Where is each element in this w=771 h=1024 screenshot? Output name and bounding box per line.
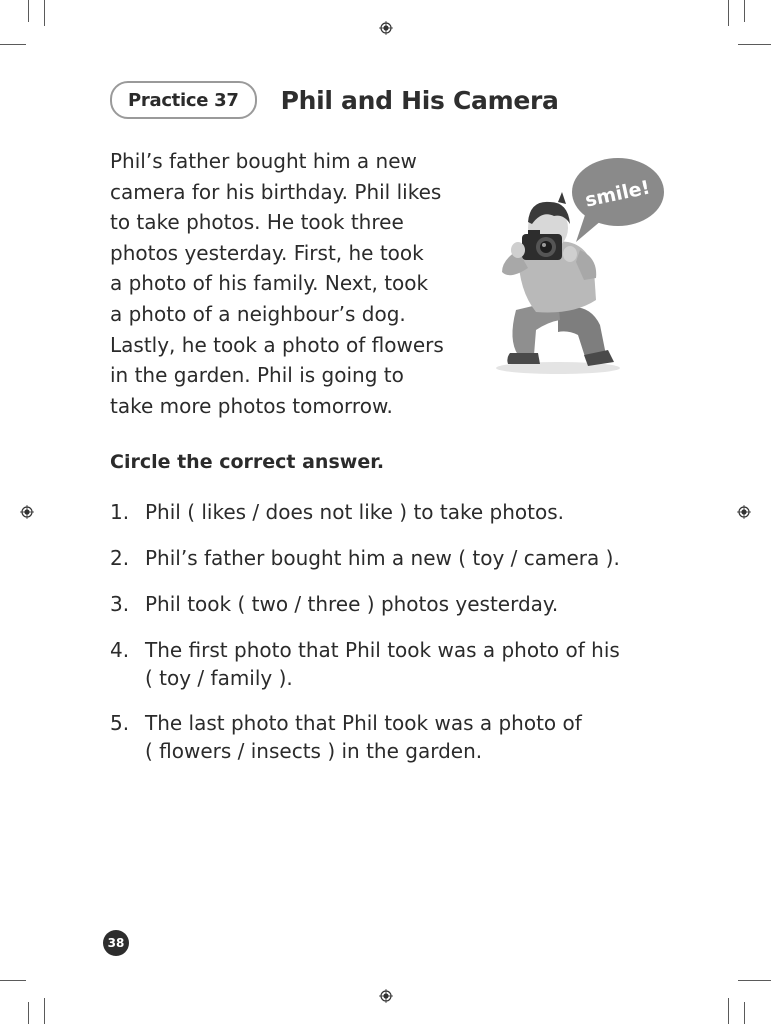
question-text-continued: ( toy / family ). — [145, 666, 293, 690]
boy-with-camera-illustration — [488, 150, 668, 384]
question-number: 4. — [110, 638, 130, 662]
question-text: The first photo that Phil took was a photo of his — [145, 638, 620, 662]
crop-mark-bottom-left-v — [44, 998, 45, 1024]
question-number: 1. — [110, 500, 130, 524]
question-number: 5. — [110, 711, 130, 735]
crop-mark-top-left-v — [44, 0, 45, 26]
story-line: take more photos tomorrow. — [110, 393, 393, 418]
question-item — [110, 498, 564, 526]
question-number: 2. — [110, 546, 130, 570]
story-line: Phil’s father bought him a new — [110, 149, 417, 173]
crop-mark-top-right-v2 — [744, 0, 745, 22]
story-line: to take photos. He took three — [110, 210, 404, 235]
story-line: in the garden. Phil is going to — [110, 363, 404, 388]
page-title: Phil and His Camera — [280, 85, 559, 115]
question-item — [110, 590, 558, 618]
story-line: photos yesterday. First, he took — [110, 240, 424, 265]
crop-mark-bottom-right-h — [738, 980, 771, 981]
crop-mark-top-right-h — [738, 44, 771, 45]
question-item — [110, 544, 620, 572]
crop-mark-bottom-right-v2 — [744, 1002, 745, 1024]
question-item — [110, 709, 582, 765]
question-text: The last photo that Phil took was a photo of — [145, 711, 582, 735]
speech-bubble-text: smile! — [583, 176, 652, 212]
question-item — [110, 636, 620, 692]
story-line: camera for his birthday. Phil likes — [110, 179, 442, 204]
story-line: a photo of a neighbour’s dog. — [110, 301, 406, 326]
instruction-heading: Circle the correct answer. — [110, 451, 385, 473]
question-text: Phil ( likes / does not like ) to take photos. — [145, 500, 564, 524]
crop-mark-top-left-v2 — [28, 0, 29, 22]
practice-badge: Practice 37 — [110, 81, 257, 119]
registration-mark-icon — [737, 505, 751, 519]
crop-mark-bottom-left-v2 — [28, 1002, 29, 1024]
crop-mark-bottom-right-v — [728, 998, 729, 1024]
practice-header — [110, 81, 559, 119]
question-text: Phil took ( two / three ) photos yesterday. — [145, 592, 559, 616]
registration-mark-icon — [379, 989, 393, 1003]
registration-mark-icon — [20, 505, 34, 519]
story-passage — [110, 146, 490, 421]
question-text: Phil’s father bought him a new ( toy / camera ). — [145, 546, 620, 570]
crop-mark-top-left-h — [0, 44, 26, 45]
story-line: Lastly, he took a photo of flowers — [110, 332, 444, 357]
registration-mark-icon — [379, 21, 393, 35]
story-line: a photo of his family. Next, took — [110, 271, 429, 296]
crop-mark-bottom-left-h — [0, 980, 26, 981]
speech-bubble — [572, 158, 664, 242]
crop-mark-top-right-v — [728, 0, 729, 26]
page-number: 38 — [103, 930, 129, 956]
question-text-continued: ( flowers / insects ) in the garden. — [145, 739, 483, 763]
question-number: 3. — [110, 592, 130, 616]
